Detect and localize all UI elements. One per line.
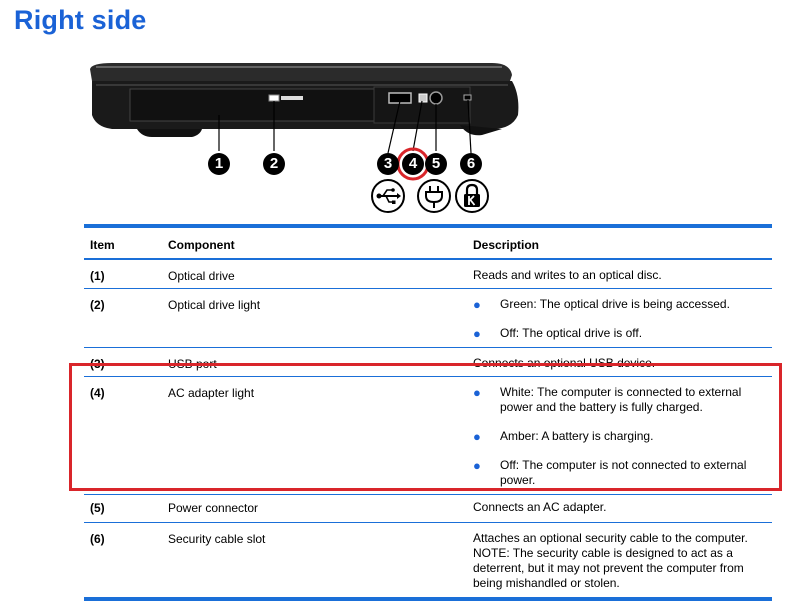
callout-4: 4: [402, 153, 424, 175]
row-component: Security cable slot: [168, 532, 266, 546]
row-description-bullets: [473, 385, 765, 488]
row-item: (2): [90, 298, 105, 312]
row-description: Connects an optional USB device.: [473, 356, 656, 370]
header-description: Description: [473, 238, 540, 252]
bullet-item: ● Off: The computer is not connected to external power.: [473, 458, 747, 487]
table-row: [84, 348, 772, 377]
row-item: (5): [90, 501, 105, 515]
header-item: Item: [90, 238, 115, 252]
callout-6: 6: [460, 153, 482, 175]
callout-1: 1: [208, 153, 230, 175]
row-item: (3): [90, 357, 105, 371]
row-component: AC adapter light: [168, 386, 255, 400]
row-component: Power connector: [168, 501, 259, 515]
row-item: (4): [90, 386, 105, 400]
header-component: Component: [168, 238, 235, 252]
callout-2: 2: [263, 153, 285, 175]
power-plug-icon: [417, 179, 451, 213]
row-description-bullets: [473, 297, 765, 341]
table-row: [84, 495, 772, 523]
table-row: [84, 289, 772, 348]
callout-5: 5: [425, 153, 447, 175]
row-component: Optical drive: [168, 269, 235, 283]
row-description: Connects an AC adapter.: [473, 500, 607, 514]
bullet-item: ● Off: The optical drive is off.: [473, 326, 643, 341]
bullet-item: ● Green: The optical drive is being accessed.: [473, 297, 730, 312]
page-title: Right side: [14, 5, 147, 35]
bullet-item: ● Amber: A battery is charging.: [473, 429, 654, 444]
table-row: [84, 260, 772, 289]
row-item: (6): [90, 532, 105, 546]
row-component: USB port: [168, 357, 217, 371]
row-description: Reads and writes to an optical disc.: [473, 268, 662, 282]
table-header: [84, 228, 772, 260]
callout-3: 3: [377, 153, 399, 175]
row-description: Attaches an optional security cable to the computer. NOTE: The security cable is designed to act as a deterrent, but it may not prevent the computer from being mishandled or stolen.: [473, 531, 748, 590]
row-item: (1): [90, 269, 105, 283]
row-component: Optical drive light: [168, 298, 261, 312]
bullet-item: ● White: The computer is connected to external power and the battery is fully charged.: [473, 385, 742, 414]
table-row: [84, 523, 772, 597]
laptop-right-side-illustration: [82, 55, 532, 215]
usb-icon: [371, 179, 405, 213]
table-row: [84, 377, 772, 495]
kensington-lock-icon: [455, 179, 489, 213]
component-table: [84, 224, 772, 601]
